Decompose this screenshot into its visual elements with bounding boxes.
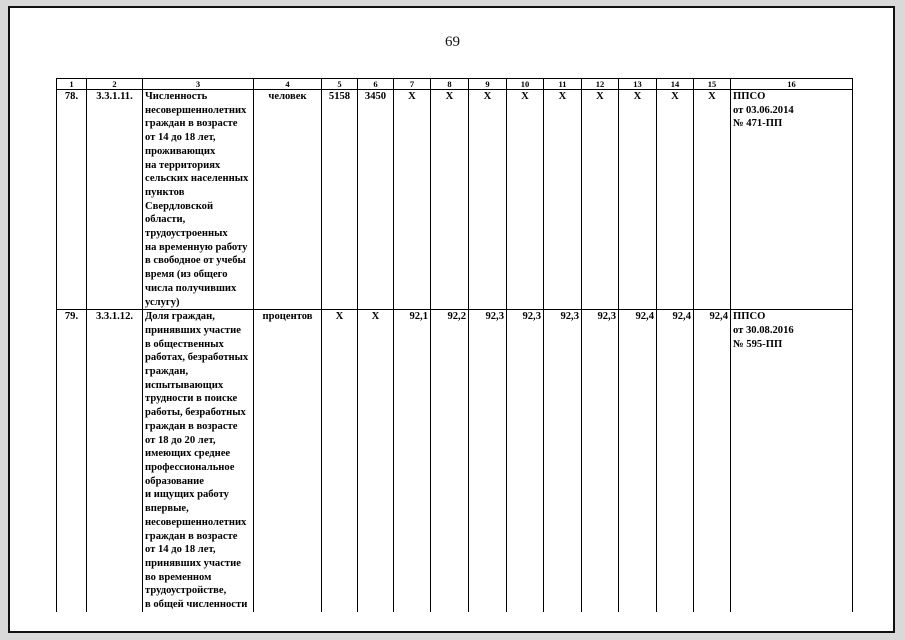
indicator-name-line: профессиональное: [145, 461, 235, 473]
document-reference-line: от 30.08.2016: [733, 324, 794, 336]
row-code: 3.3.1.12.: [87, 310, 143, 612]
row-number: 78.: [57, 90, 87, 310]
indicator-name-line: принявших участие: [145, 557, 241, 569]
value-cell: 92,2: [431, 310, 469, 612]
value-cell: X: [431, 90, 469, 310]
indicator-name-line: граждан в возрасте: [145, 420, 238, 432]
header-cell: 11: [544, 79, 582, 90]
document-reference-line: № 595-ПП: [733, 338, 783, 350]
indicator-name-line: в общественных: [145, 338, 224, 350]
header-cell: 15: [694, 79, 731, 90]
indicator-name-line: работах, безработных: [145, 352, 249, 364]
indicator-name-line: пунктов: [145, 186, 185, 198]
indicator-name-line: образование: [145, 475, 204, 487]
indicator-name-line: Численность: [145, 91, 208, 102]
header-cell: 2: [87, 79, 143, 90]
indicator-name-line: от 14 до 18 лет,: [145, 132, 216, 144]
indicator-name-line: несовершеннолетних: [145, 104, 247, 116]
indicator-name-line: Свердловской: [145, 200, 214, 212]
value-cell: 92,3: [544, 310, 582, 612]
indicator-name: [143, 310, 254, 612]
indicator-name-line: граждан,: [145, 366, 189, 378]
indicator-name-line: имеющих среднее: [145, 448, 231, 460]
table-row: [57, 310, 853, 612]
header-cell: 3: [143, 79, 254, 90]
document-reference-line: № 471-ПП: [733, 118, 783, 130]
indicator-name: [143, 90, 254, 310]
indicator-name-line: в общей численности: [145, 599, 248, 611]
value-cell: 5158: [322, 90, 358, 310]
value-cell: 92,4: [657, 310, 694, 612]
value-cell: X: [358, 310, 394, 612]
value-cell: 92,1: [394, 310, 431, 612]
indicators-table: [56, 78, 853, 612]
value-cell: X: [394, 90, 431, 310]
unit-cell: процентов: [254, 310, 322, 612]
value-cell: X: [694, 90, 731, 310]
indicator-name-line: и ищущих работу: [145, 489, 229, 501]
header-cell: 1: [57, 79, 87, 90]
indicator-name-line: от 18 до 20 лет,: [145, 434, 216, 446]
header-cell: 7: [394, 79, 431, 90]
document-reference-line: от 03.06.2014: [733, 104, 794, 116]
header-cell: 6: [358, 79, 394, 90]
value-cell: 92,3: [582, 310, 619, 612]
document-reference-line: ППСО: [733, 311, 766, 323]
unit-cell: человек: [254, 90, 322, 310]
indicator-name-line: во временном: [145, 571, 212, 583]
value-cell: 92,3: [469, 310, 507, 612]
indicator-name-line: время (из общего: [145, 269, 228, 281]
indicator-name-line: испытывающих: [145, 379, 224, 391]
value-cell: X: [544, 90, 582, 310]
indicator-name-line: в свободное от учебы: [145, 255, 246, 267]
indicator-name-line: Доля граждан,: [145, 311, 215, 323]
value-cell: X: [657, 90, 694, 310]
indicator-name-line: на временную работу: [145, 241, 248, 253]
value-cell: X: [619, 90, 657, 310]
header-cell: 12: [582, 79, 619, 90]
page-number: 69: [445, 34, 460, 50]
document-reference: [731, 90, 853, 310]
value-cell: 92,3: [507, 310, 544, 612]
indicator-name-line: граждан в возрасте: [145, 118, 238, 130]
document-reference-line: ППСО: [733, 91, 766, 102]
row-number: 79.: [57, 310, 87, 612]
header-cell: 16: [731, 79, 853, 90]
indicator-name-line: на территориях: [145, 159, 221, 171]
indicator-name-line: области,: [145, 214, 186, 226]
indicator-name-line: впервые,: [145, 503, 189, 515]
indicator-name-line: несовершеннолетних: [145, 516, 247, 528]
value-cell: 92,4: [619, 310, 657, 612]
value-cell: X: [469, 90, 507, 310]
header-cell: 13: [619, 79, 657, 90]
indicator-name-line: числа получивших: [145, 282, 237, 294]
header-cell: 8: [431, 79, 469, 90]
header-cell: 5: [322, 79, 358, 90]
indicator-name-line: проживающих: [145, 145, 216, 157]
value-cell: 92,4: [694, 310, 731, 612]
indicator-name-line: трудности в поиске: [145, 393, 238, 405]
header-row: [57, 79, 853, 90]
indicator-name-line: граждан в возрасте: [145, 530, 238, 542]
value-cell: X: [507, 90, 544, 310]
header-cell: 9: [469, 79, 507, 90]
table-row: [57, 90, 853, 310]
value-cell: 3450: [358, 90, 394, 310]
row-code: 3.3.1.11.: [87, 90, 143, 310]
indicator-name-line: трудоустройстве,: [145, 585, 227, 597]
indicator-name-line: принявших участие: [145, 324, 241, 336]
header-cell: 10: [507, 79, 544, 90]
indicator-name-line: трудоустроенных: [145, 228, 228, 240]
document-reference: [731, 310, 853, 612]
value-cell: X: [322, 310, 358, 612]
value-cell: X: [582, 90, 619, 310]
header-cell: 14: [657, 79, 694, 90]
indicator-name-line: работы, безработных: [145, 407, 246, 419]
indicator-name-line: услугу): [145, 296, 180, 308]
indicator-name-line: сельских населенных: [145, 173, 249, 185]
indicator-name-line: от 14 до 18 лет,: [145, 544, 216, 556]
header-cell: 4: [254, 79, 322, 90]
